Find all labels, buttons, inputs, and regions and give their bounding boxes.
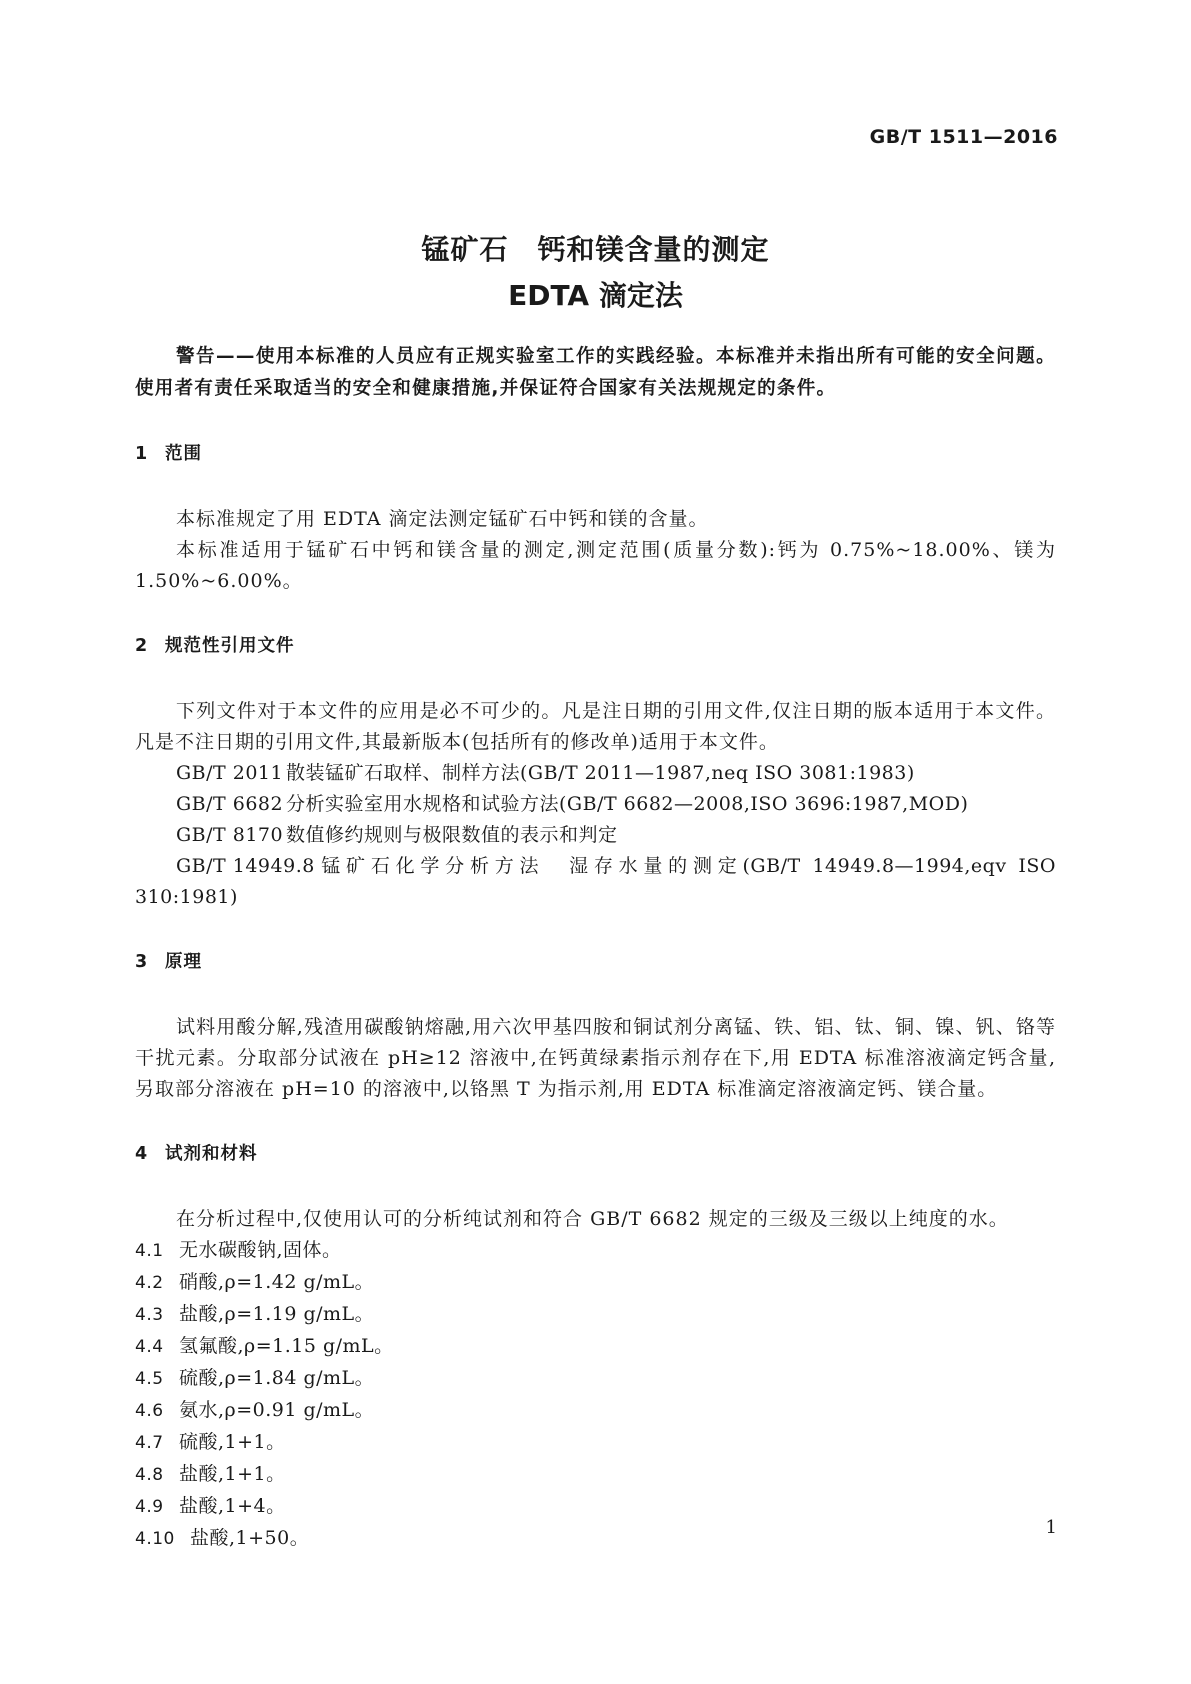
item-number: 4.8: [135, 1465, 164, 1485]
warning-paragraph: 警告——使用本标准的人员应有正规实验室工作的实践经验。本标准并未指出所有可能的安全问题。使用者有责任采取适当的安全和健康措施,并保证符合国家有关法规规定的条件。: [135, 346, 1056, 399]
item-number: 4.2: [135, 1273, 164, 1293]
item-number: 4.9: [135, 1497, 164, 1517]
principle-paragraph: 试料用酸分解,残渣用碳酸钠熔融,用六次甲基四胺和铜试剂分离锰、铁、铝、钛、铜、镍、钒、铬等干扰元素。分取部分试液在 pH≥12 溶液中,在钙黄绿素指示剂存在下,用 EDTA 标准溶液滴定钙含量,另取部分溶液在 pH=10 的溶液中,以铬黑 T 为指示剂,用 EDTA 标准滴定溶液滴定钙、镁合量。: [135, 1016, 1056, 1100]
reference-item: [135, 789, 1056, 820]
reference-item: [135, 758, 1056, 789]
item-number: 4.5: [135, 1369, 164, 1389]
item-number: 4.1: [135, 1241, 164, 1261]
reference-item: [135, 820, 1056, 851]
item-number: 4.6: [135, 1401, 164, 1421]
reagents-intro: 在分析过程中,仅使用认可的分析纯试剂和符合 GB/T 6682 规定的三级及三级以上纯度的水。: [176, 1208, 1009, 1230]
reagent-item: [135, 1331, 1056, 1363]
reference-code: GB/T 2011: [176, 762, 284, 784]
item-text: 盐酸,ρ=1.19 g/mL。: [179, 1303, 375, 1325]
item-text: 氨水,ρ=0.91 g/mL。: [179, 1399, 375, 1421]
reagent-item: [135, 1235, 1056, 1267]
standard-code: GB/T 1511—2016: [869, 126, 1058, 148]
reagent-item: [135, 1267, 1056, 1299]
section-3-heading: [135, 947, 1056, 978]
reference-code: GB/T 14949.8: [176, 855, 315, 877]
item-text: 硫酸,1+1。: [179, 1431, 286, 1453]
section-4-heading: [135, 1139, 1056, 1170]
reference-text: 分析实验室用水规格和试验方法(GB/T 6682—2008,ISO 3696:1987,MOD): [286, 793, 969, 815]
item-text: 盐酸,1+1。: [179, 1463, 286, 1485]
reference-text: 数值修约规则与极限数值的表示和判定: [286, 824, 618, 846]
reference-code: GB/T 8170: [176, 824, 284, 846]
reference-text: 锰矿石化学分析方法 湿存水量的测定(GB/T 14949.8—1994,eqv ISO 310:1981): [135, 855, 1056, 908]
reagent-item: [135, 1459, 1056, 1491]
document-title: 锰矿石 钙和镁含量的测定: [421, 233, 770, 266]
section-title: 范围: [165, 444, 202, 464]
item-text: 氢氟酸,ρ=1.15 g/mL。: [179, 1335, 394, 1357]
item-number: 4.4: [135, 1337, 164, 1357]
document-body: [135, 341, 1056, 1555]
item-number: 4.10: [135, 1529, 175, 1549]
section-number: 4: [135, 1144, 149, 1164]
references-intro: 下列文件对于本文件的应用是必不可少的。凡是注日期的引用文件,仅注日期的版本适用于本文件。凡是不注日期的引用文件,其最新版本(包括所有的修改单)适用于本文件。: [135, 700, 1056, 753]
item-text: 硝酸,ρ=1.42 g/mL。: [179, 1271, 375, 1293]
item-text: 盐酸,1+4。: [179, 1495, 286, 1517]
item-number: 4.7: [135, 1433, 164, 1453]
item-text: 盐酸,1+50。: [190, 1527, 310, 1549]
section-2-heading: [135, 631, 1056, 662]
reagent-item: [135, 1427, 1056, 1459]
reference-code: GB/T 6682: [176, 793, 284, 815]
scope-paragraph-2: 本标准适用于锰矿石中钙和镁含量的测定,测定范围(质量分数):钙为 0.75%~18.00%、镁为 1.50%~6.00%。: [135, 539, 1056, 592]
document-subtitle: EDTA 滴定法: [508, 279, 683, 312]
reference-text: 散装锰矿石取样、制样方法(GB/T 2011—1987,neq ISO 3081:1983): [286, 762, 915, 784]
section-title: 原理: [165, 952, 202, 972]
item-text: 无水碳酸钠,固体。: [179, 1239, 342, 1261]
section-number: 2: [135, 636, 149, 656]
section-title: 规范性引用文件: [165, 636, 295, 656]
reagent-item: [135, 1363, 1056, 1395]
scope-paragraph-1: 本标准规定了用 EDTA 滴定法测定锰矿石中钙和镁的含量。: [176, 508, 709, 530]
reagent-item: [135, 1523, 1056, 1555]
section-number: 1: [135, 444, 149, 464]
reagent-item: [135, 1395, 1056, 1427]
reference-item: [135, 851, 1056, 913]
reagent-item: [135, 1299, 1056, 1331]
item-text: 硫酸,ρ=1.84 g/mL。: [179, 1367, 375, 1389]
reagent-item: [135, 1491, 1056, 1523]
section-1-heading: [135, 439, 1056, 470]
section-number: 3: [135, 952, 149, 972]
section-title: 试剂和材料: [165, 1144, 258, 1164]
page-number: 1: [1045, 1517, 1057, 1538]
item-number: 4.3: [135, 1305, 164, 1325]
